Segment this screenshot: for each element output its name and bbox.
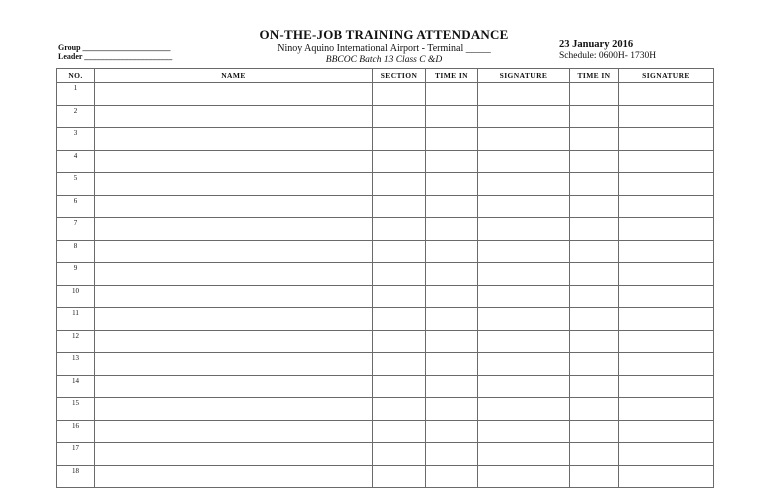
section-cell[interactable] bbox=[373, 398, 426, 421]
time-in-cell-2[interactable] bbox=[570, 83, 619, 106]
signature-cell[interactable] bbox=[478, 285, 570, 308]
time-in-cell-2[interactable] bbox=[570, 353, 619, 376]
time-in-cell[interactable] bbox=[426, 308, 478, 331]
name-cell[interactable] bbox=[95, 443, 373, 466]
leader-field: Leader ______________________ bbox=[58, 52, 173, 61]
row-number: 2 bbox=[57, 105, 95, 128]
signature-cell[interactable] bbox=[478, 173, 570, 196]
table-row bbox=[57, 398, 714, 421]
time-in-cell[interactable] bbox=[426, 83, 478, 106]
attendance-table bbox=[56, 68, 714, 488]
section-cell[interactable] bbox=[373, 353, 426, 376]
name-cell[interactable] bbox=[95, 150, 373, 173]
signature-cell[interactable] bbox=[478, 308, 570, 331]
signature-cell-2[interactable] bbox=[619, 420, 714, 443]
table-row bbox=[57, 420, 714, 443]
table-row bbox=[57, 195, 714, 218]
batch-line: BBCOC Batch 13 Class C &D bbox=[325, 55, 443, 65]
time-in-cell-2[interactable] bbox=[570, 420, 619, 443]
table-row bbox=[57, 285, 714, 308]
signature-cell-2[interactable] bbox=[619, 128, 714, 151]
signature-cell[interactable] bbox=[478, 375, 570, 398]
section-cell[interactable] bbox=[373, 443, 426, 466]
section-cell[interactable] bbox=[373, 375, 426, 398]
signature-cell[interactable] bbox=[478, 150, 570, 173]
table-row bbox=[57, 83, 714, 106]
time-in-cell-2[interactable] bbox=[570, 285, 619, 308]
signature-cell-2[interactable] bbox=[619, 218, 714, 241]
name-cell[interactable] bbox=[95, 330, 373, 353]
name-cell[interactable] bbox=[95, 263, 373, 286]
row-number: 7 bbox=[57, 218, 95, 241]
table-body bbox=[57, 83, 714, 488]
time-in-cell-2[interactable] bbox=[570, 195, 619, 218]
name-cell[interactable] bbox=[95, 240, 373, 263]
row-number: 9 bbox=[57, 263, 95, 286]
signature-cell[interactable] bbox=[478, 105, 570, 128]
time-in-cell[interactable] bbox=[426, 150, 478, 173]
name-cell[interactable] bbox=[95, 285, 373, 308]
row-number: 12 bbox=[57, 330, 95, 353]
section-cell[interactable] bbox=[373, 218, 426, 241]
signature-cell-2[interactable] bbox=[619, 150, 714, 173]
time-in-cell[interactable] bbox=[426, 443, 478, 466]
time-in-cell[interactable] bbox=[426, 285, 478, 308]
time-in-cell-2[interactable] bbox=[570, 398, 619, 421]
section-cell[interactable] bbox=[373, 150, 426, 173]
time-in-cell[interactable] bbox=[426, 195, 478, 218]
row-number: 3 bbox=[57, 128, 95, 151]
table-row bbox=[57, 353, 714, 376]
time-in-cell-2[interactable] bbox=[570, 330, 619, 353]
section-cell[interactable] bbox=[373, 240, 426, 263]
form-title: ON-THE-JOB TRAINING ATTENDANCE bbox=[259, 27, 509, 42]
table-row bbox=[57, 128, 714, 151]
signature-cell-2[interactable] bbox=[619, 263, 714, 286]
column-header-section: SECTION bbox=[373, 69, 426, 83]
name-cell[interactable] bbox=[95, 218, 373, 241]
section-cell[interactable] bbox=[373, 420, 426, 443]
time-in-cell[interactable] bbox=[426, 330, 478, 353]
section-cell[interactable] bbox=[373, 83, 426, 106]
time-in-cell-2[interactable] bbox=[570, 128, 619, 151]
row-number: 14 bbox=[57, 375, 95, 398]
time-in-cell-2[interactable] bbox=[570, 263, 619, 286]
column-header-signature-2: SIGNATURE bbox=[619, 69, 714, 83]
time-in-cell[interactable] bbox=[426, 128, 478, 151]
row-number: 4 bbox=[57, 150, 95, 173]
section-cell[interactable] bbox=[373, 173, 426, 196]
time-in-cell[interactable] bbox=[426, 263, 478, 286]
time-in-cell-2[interactable] bbox=[570, 105, 619, 128]
group-field: Group ______________________ bbox=[58, 43, 171, 52]
column-header-name: NAME bbox=[95, 69, 373, 83]
date: 23 January 2016 bbox=[559, 39, 634, 50]
time-in-cell-2[interactable] bbox=[570, 240, 619, 263]
column-header-no: NO. bbox=[57, 69, 95, 83]
section-cell[interactable] bbox=[373, 195, 426, 218]
signature-cell[interactable] bbox=[478, 420, 570, 443]
row-number: 11 bbox=[57, 308, 95, 331]
signature-cell-2[interactable] bbox=[619, 83, 714, 106]
time-in-cell[interactable] bbox=[426, 465, 478, 488]
schedule: Schedule: 0600H- 1730H bbox=[559, 51, 657, 61]
signature-cell[interactable] bbox=[478, 443, 570, 466]
section-cell[interactable] bbox=[373, 285, 426, 308]
time-in-cell[interactable] bbox=[426, 353, 478, 376]
time-in-cell[interactable] bbox=[426, 240, 478, 263]
signature-cell-2[interactable] bbox=[619, 240, 714, 263]
time-in-cell-2[interactable] bbox=[570, 173, 619, 196]
column-header-signature: SIGNATURE bbox=[478, 69, 570, 83]
row-number: 10 bbox=[57, 285, 95, 308]
name-cell[interactable] bbox=[95, 398, 373, 421]
time-in-cell-2[interactable] bbox=[570, 218, 619, 241]
row-number: 5 bbox=[57, 173, 95, 196]
signature-cell[interactable] bbox=[478, 218, 570, 241]
time-in-cell[interactable] bbox=[426, 105, 478, 128]
time-in-cell[interactable] bbox=[426, 398, 478, 421]
row-number: 13 bbox=[57, 353, 95, 376]
signature-cell-2[interactable] bbox=[619, 465, 714, 488]
row-number: 18 bbox=[57, 465, 95, 488]
time-in-cell[interactable] bbox=[426, 375, 478, 398]
name-cell[interactable] bbox=[95, 353, 373, 376]
signature-cell-2[interactable] bbox=[619, 443, 714, 466]
signature-cell-2[interactable] bbox=[619, 353, 714, 376]
table-row bbox=[57, 443, 714, 466]
section-cell[interactable] bbox=[373, 105, 426, 128]
name-cell[interactable] bbox=[95, 128, 373, 151]
signature-cell-2[interactable] bbox=[619, 398, 714, 421]
row-number: 1 bbox=[57, 83, 95, 106]
name-cell[interactable] bbox=[95, 173, 373, 196]
name-cell[interactable] bbox=[95, 105, 373, 128]
time-in-cell-2[interactable] bbox=[570, 443, 619, 466]
table-row bbox=[57, 240, 714, 263]
signature-cell-2[interactable] bbox=[619, 195, 714, 218]
signature-cell-2[interactable] bbox=[619, 105, 714, 128]
time-in-cell-2[interactable] bbox=[570, 465, 619, 488]
name-cell[interactable] bbox=[95, 195, 373, 218]
table-row bbox=[57, 150, 714, 173]
signature-cell[interactable] bbox=[478, 398, 570, 421]
table-row bbox=[57, 465, 714, 488]
time-in-cell-2[interactable] bbox=[570, 150, 619, 173]
signature-cell[interactable] bbox=[478, 128, 570, 151]
signature-cell[interactable] bbox=[478, 465, 570, 488]
signature-cell[interactable] bbox=[478, 195, 570, 218]
time-in-cell[interactable] bbox=[426, 173, 478, 196]
name-cell[interactable] bbox=[95, 420, 373, 443]
column-header-time-in: TIME IN bbox=[426, 69, 478, 83]
row-number: 15 bbox=[57, 398, 95, 421]
section-cell[interactable] bbox=[373, 465, 426, 488]
table-row bbox=[57, 330, 714, 353]
name-cell[interactable] bbox=[95, 465, 373, 488]
row-number: 8 bbox=[57, 240, 95, 263]
table-row bbox=[57, 105, 714, 128]
table-header-row bbox=[57, 69, 714, 83]
signature-cell[interactable] bbox=[478, 330, 570, 353]
table-row bbox=[57, 218, 714, 241]
signature-cell[interactable] bbox=[478, 83, 570, 106]
section-cell[interactable] bbox=[373, 308, 426, 331]
table-row bbox=[57, 308, 714, 331]
signature-cell[interactable] bbox=[478, 240, 570, 263]
signature-cell-2[interactable] bbox=[619, 173, 714, 196]
row-number: 6 bbox=[57, 195, 95, 218]
time-in-cell[interactable] bbox=[426, 218, 478, 241]
row-number: 17 bbox=[57, 443, 95, 466]
section-cell[interactable] bbox=[373, 330, 426, 353]
name-cell[interactable] bbox=[95, 375, 373, 398]
signature-cell-2[interactable] bbox=[619, 285, 714, 308]
row-number: 16 bbox=[57, 420, 95, 443]
name-cell[interactable] bbox=[95, 83, 373, 106]
time-in-cell[interactable] bbox=[426, 420, 478, 443]
signature-cell[interactable] bbox=[478, 353, 570, 376]
name-cell[interactable] bbox=[95, 308, 373, 331]
table-row bbox=[57, 375, 714, 398]
column-header-time-in-2: TIME IN bbox=[570, 69, 619, 83]
signature-cell[interactable] bbox=[478, 263, 570, 286]
table-row bbox=[57, 263, 714, 286]
time-in-cell-2[interactable] bbox=[570, 308, 619, 331]
signature-cell-2[interactable] bbox=[619, 308, 714, 331]
signature-cell-2[interactable] bbox=[619, 330, 714, 353]
section-cell[interactable] bbox=[373, 128, 426, 151]
section-cell[interactable] bbox=[373, 263, 426, 286]
time-in-cell-2[interactable] bbox=[570, 375, 619, 398]
airport-terminal-line: Ninoy Aquino International Airport - Terminal _____ bbox=[277, 43, 491, 54]
table-row bbox=[57, 173, 714, 196]
signature-cell-2[interactable] bbox=[619, 375, 714, 398]
